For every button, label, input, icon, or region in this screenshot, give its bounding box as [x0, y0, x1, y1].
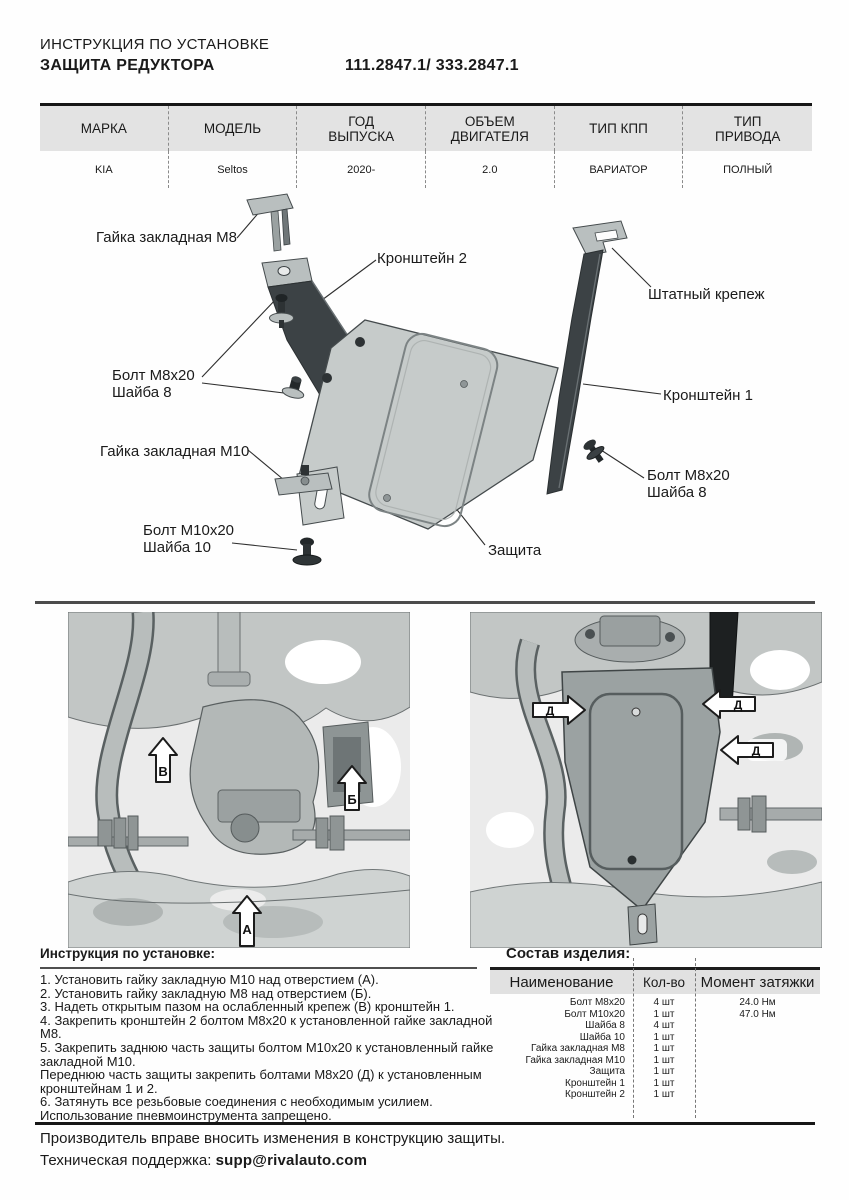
- label-bracket-1: Кронштейн 1: [663, 387, 753, 404]
- instruction-step: 1. Установить гайку закладную М10 над отверстием (А).: [40, 972, 379, 987]
- spec-value-gearbox: ВАРИАТОР: [555, 151, 684, 188]
- part-numbers: 111.2847.1/ 333.2847.1: [345, 57, 519, 74]
- spec-header-cell: МОДЕЛЬ: [169, 106, 298, 151]
- section-divider: [35, 601, 815, 604]
- parts-row: Гайка закладная М10 1 шт: [525, 1054, 675, 1066]
- parts-table: [490, 967, 820, 1101]
- parts-row: Шайба 10 1 шт: [579, 1031, 675, 1043]
- support-label: Техническая поддержка:: [40, 1152, 212, 1169]
- label-protection-plate: Защита: [488, 542, 542, 559]
- undercarriage-scan-right: [470, 612, 822, 948]
- photo-installed-plate: [470, 612, 822, 953]
- parts-row: Гайка закладная М8 1 шт: [531, 1043, 675, 1054]
- exploded-diagram: [0, 188, 849, 603]
- label-bolt-m10: Болт М10х20 Шайба 10: [143, 522, 235, 556]
- svg-text:А: А: [242, 922, 252, 937]
- label-bracket-2: Кронштейн 2: [377, 250, 467, 267]
- instruction-step: Использование пневмоинструмента запрещено.: [40, 1107, 332, 1123]
- instruction-step: 2. Установить гайку закладную М8 над отверстием (Б).: [40, 985, 372, 1001]
- spec-header-cell: ТИП КПП: [555, 106, 684, 151]
- spec-header-cell: МАРКА: [40, 106, 169, 151]
- svg-text:Б: Б: [347, 792, 357, 807]
- label-factory-mount: Штатный крепеж: [648, 286, 765, 303]
- instruction-step: 4. Закрепить кронштейн 2 болтом М8х20 к установленной гайке закладной М8.: [40, 1012, 493, 1042]
- instruction-step: 3. Надеть открытым пазом на ослабленный крепеж (В) кронштейн 1.: [40, 999, 455, 1015]
- svg-text:Д: Д: [751, 744, 761, 758]
- label-embed-nut-m10: Гайка закладная М10: [100, 443, 250, 460]
- spec-value-engine: 2.0: [426, 151, 555, 188]
- parts-row: Защита 1 шт: [589, 1066, 675, 1077]
- bolt-m10-bottom: [293, 538, 321, 566]
- photo-mount-points: [68, 612, 410, 953]
- parts-list-title: Состав изделия:: [506, 945, 631, 962]
- spec-header-cell: ГОД ВЫПУСКА: [297, 106, 426, 151]
- undercarriage-scan-left: [68, 612, 410, 948]
- parts-col-name: Наименование: [509, 973, 614, 991]
- label-embed-nut-m8: Гайка закладная М8: [96, 229, 237, 246]
- spec-value-drive: ПОЛНЫЙ: [723, 163, 773, 176]
- embed-nut-m8-part: [247, 194, 293, 251]
- spec-value-row: [40, 151, 812, 188]
- support-email: supp@rivalauto.com: [215, 1152, 368, 1169]
- instructions-divider: [40, 967, 477, 969]
- parts-row: Кронштейн 2 1 шт: [565, 1089, 675, 1100]
- spec-header-cell: ОБЪЕМ ДВИГАТЕЛЯ: [426, 106, 555, 151]
- product-title: ЗАЩИТА РЕДУКТОРА: [40, 57, 215, 74]
- footer-disclaimer: Производитель вправе вносить изменения в конструкцию защиты.: [40, 1130, 506, 1147]
- parts-col-torque: Момент затяжки: [700, 973, 815, 991]
- footer-support: [40, 1152, 367, 1169]
- vehicle-spec-table: [40, 103, 812, 188]
- svg-text:Д: Д: [733, 698, 743, 712]
- parts-row: Кронштейн 1 1 шт: [565, 1077, 675, 1089]
- spec-header-row: [40, 106, 812, 151]
- instructions-title: Инструкция по установке:: [40, 946, 215, 961]
- parts-list: [490, 945, 822, 1100]
- parts-column-divider: [633, 958, 634, 1118]
- spec-value-year: 2020-: [297, 151, 426, 188]
- doc-type-title: ИНСТРУКЦИЯ ПО УСТАНОВКЕ: [40, 36, 270, 53]
- spec-header-cell: ТИП ПРИВОДА: [683, 106, 812, 151]
- instruction-step: Переднюю часть защиты закрепить болтами М8х20 (Д) к установленным кронштейнам 1 и 2.: [40, 1067, 482, 1096]
- parts-row: Болт М10х20 1 шт 47.0 Нм: [564, 1008, 776, 1020]
- footer-divider: [35, 1122, 815, 1125]
- parts-column-divider: [695, 958, 696, 1118]
- label-bolt-m8-right: Болт М8х20 Шайба 8: [647, 467, 730, 501]
- instruction-step: 5. Закрепить заднюю часть защиты болтом М10х20 к установленный гайке закладной М10.: [40, 1039, 494, 1069]
- bolt-m8-right: [579, 436, 609, 467]
- spec-value-brand: KIA: [40, 151, 169, 188]
- label-bolt-m8-left: Болт М8х20 Шайба 8: [112, 367, 195, 401]
- svg-text:Д: Д: [545, 704, 555, 718]
- spec-value-model: Seltos: [169, 151, 298, 188]
- parts-col-qty: Кол-во: [643, 974, 685, 990]
- protection-plate-shape: [297, 320, 558, 530]
- parts-header-row: [490, 970, 820, 994]
- parts-row: Шайба 8 4 шт: [585, 1020, 675, 1031]
- bolt-m8-left: [281, 374, 308, 400]
- installation-instructions: [40, 946, 510, 1123]
- parts-row: Болт М8х20 4 шт 24.0 Нм: [569, 997, 776, 1008]
- instruction-step: 6. Затянуть все резьбовые соединения с необходимым усилием.: [40, 1094, 433, 1110]
- svg-text:В: В: [158, 764, 168, 779]
